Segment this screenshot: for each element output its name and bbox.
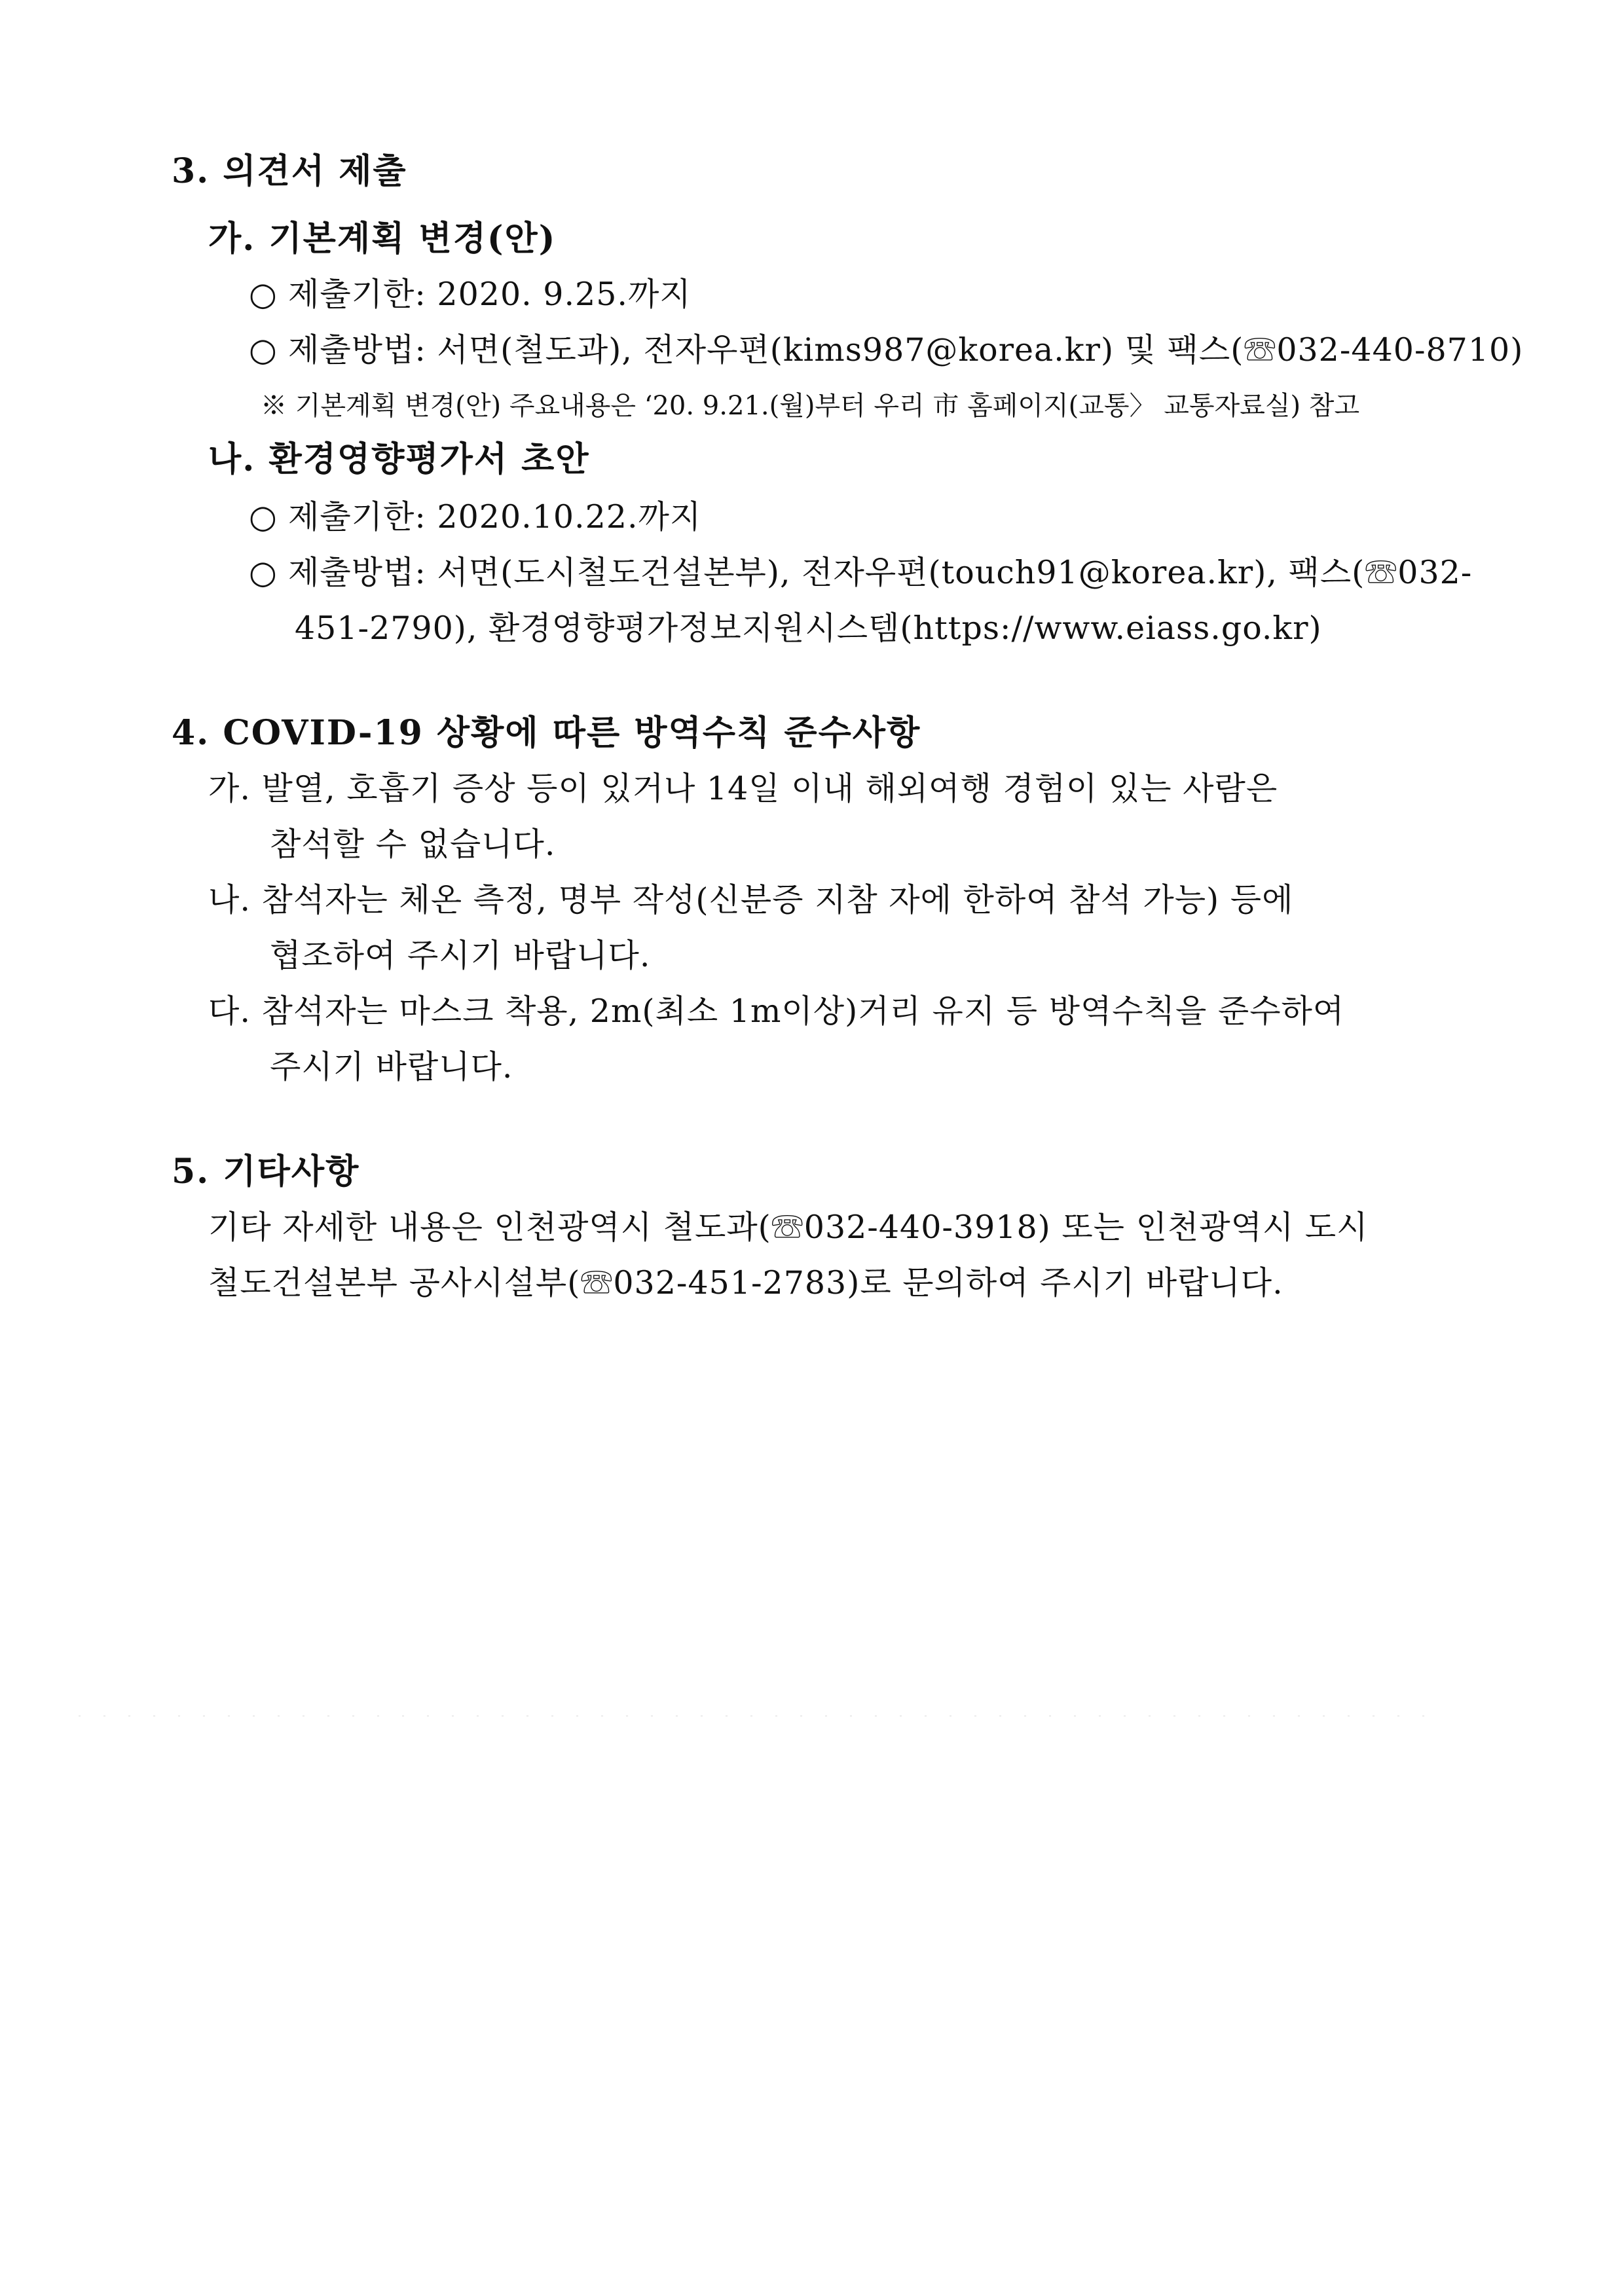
section-4-item-a-line1: 가. 발열, 호흡기 증상 등이 있거나 14일 이내 해외여행 경험이 있는 사람은	[208, 770, 1278, 807]
bullet-circle: ○	[249, 276, 278, 313]
section-4-item-a-line2: 참석할 수 없습니다.	[270, 826, 556, 863]
section-4-item-c-line1: 다. 참석자는 마스크 착용, 2m(최소 1m이상)거리 유지 등 방역수칙을 준수하여	[208, 993, 1345, 1030]
section-3-heading: 3. 의견서 제출	[172, 151, 407, 191]
section-3b-deadline	[249, 498, 701, 537]
section-3b-method	[249, 553, 1472, 592]
deadline-text: 제출기한: 2020.10.22.까지	[288, 498, 702, 536]
section-3a-heading: 가. 기본계획 변경(안)	[208, 219, 557, 259]
bullet-circle: ○	[249, 331, 278, 369]
method-text: 제출방법: 서면(도시철도건설본부), 전자우편(touch91@korea.kr), 팩스(☏032-	[288, 554, 1473, 591]
section-3a-method	[249, 331, 1524, 370]
deadline-text: 제출기한: 2020. 9.25.까지	[288, 276, 692, 313]
section-5-body-line2: 철도건설본부 공사시설부(☏032-451-2783)로 문의하여 주시기 바랍니다.	[208, 1264, 1283, 1302]
section-3b-method-continued: 451-2790), 환경영향평가정보지원시스템(https://www.eiass.go.kr)	[295, 610, 1322, 647]
section-4-item-b-line1: 나. 참석자는 체온 측정, 명부 작성(신분증 지참 자에 한하여 참석 가능) 등에	[208, 881, 1294, 919]
section-4-item-b-line2: 협조하여 주시기 바랍니다.	[270, 937, 651, 974]
section-3b-heading: 나. 환경영향평가서 초안	[208, 439, 590, 479]
method-text: 제출방법: 서면(철도과), 전자우편(kims987@korea.kr) 및 팩스(☏032-440-8710)	[288, 331, 1524, 369]
section-4-item-c-line2: 주시기 바랍니다.	[270, 1048, 513, 1085]
section-3a-note: ※ 기본계획 변경(안) 주요내용은 ‘20. 9.21.(월)부터 우리 市 홈페이지(교통〉 교통자료실) 참고	[261, 391, 1360, 421]
section-4-heading: 4. COVID-19 상황에 따른 방역수칙 준수사항	[172, 713, 921, 753]
section-5-body-line1: 기타 자세한 내용은 인천광역시 철도과(☏032-440-3918) 또는 인천광역시 도시	[208, 1209, 1369, 1246]
scan-artifact-line	[79, 1715, 1428, 1717]
bullet-circle: ○	[249, 498, 278, 536]
section-5-heading: 5. 기타사항	[172, 1152, 360, 1192]
bullet-circle: ○	[249, 554, 278, 591]
section-3a-deadline	[249, 275, 692, 314]
